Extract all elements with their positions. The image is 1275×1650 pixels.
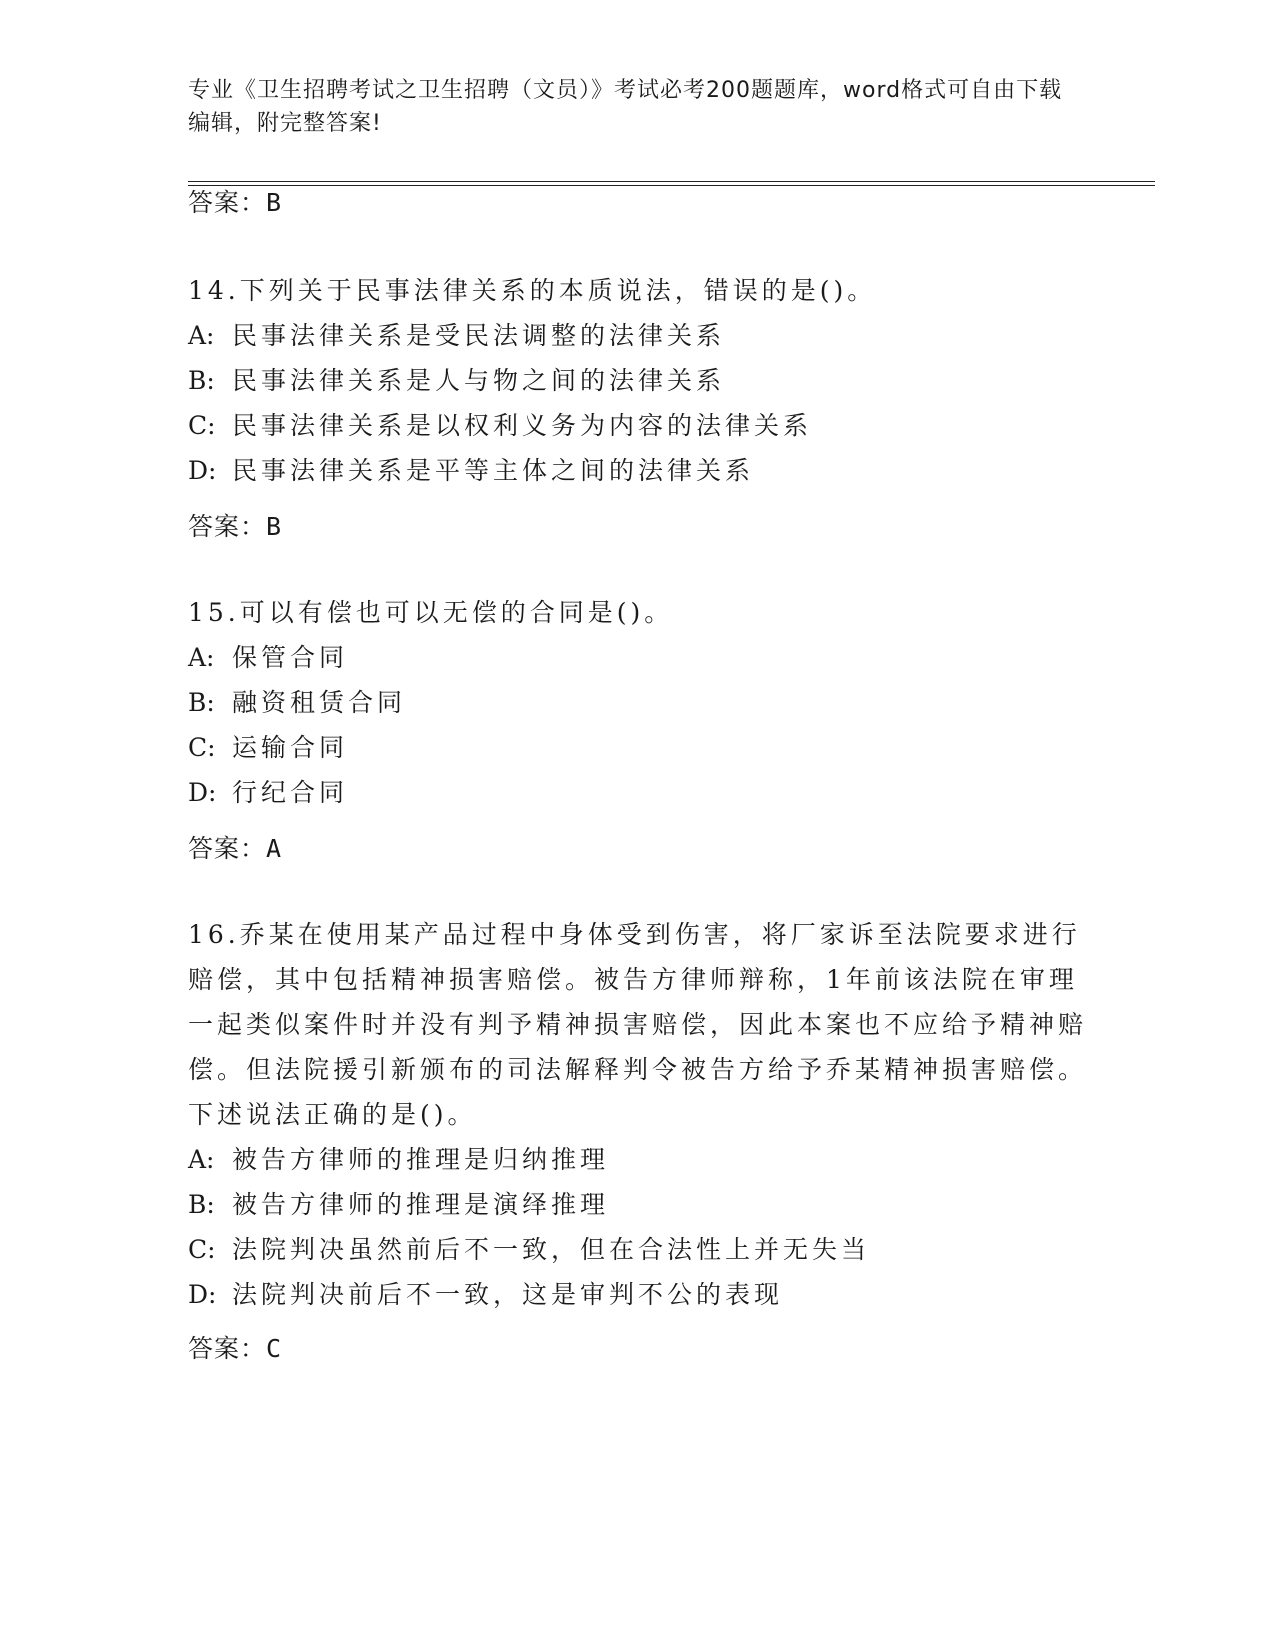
answer-label: 答案： — [188, 188, 267, 217]
answer-value: A — [266, 834, 283, 863]
answer-label: 答案： — [188, 834, 267, 863]
answer-label: 答案： — [188, 512, 267, 541]
option-key: B: — [188, 1190, 215, 1219]
option-c — [188, 403, 1088, 448]
option-key: B: — [188, 366, 215, 395]
question-16 — [188, 912, 1088, 1317]
option-text: 行纪合同 — [232, 778, 349, 807]
option-key: A: — [188, 1145, 215, 1174]
header-divider-bottom — [188, 185, 1155, 186]
option-b — [188, 680, 1088, 725]
option-key: A: — [188, 643, 215, 672]
answer-line-15 — [188, 832, 282, 866]
option-d — [188, 448, 1088, 493]
option-key: A: — [188, 321, 215, 350]
question-15 — [188, 590, 1088, 815]
option-text: 民事法律关系是以权利义务为内容的法律关系 — [232, 411, 813, 440]
header-divider-top — [188, 181, 1155, 182]
option-a — [188, 1137, 1088, 1182]
option-key: C: — [188, 733, 216, 762]
option-key: B: — [188, 688, 215, 717]
answer-line-14 — [188, 510, 282, 544]
option-text: 被告方律师的推理是归纳推理 — [232, 1145, 610, 1174]
option-c — [188, 1227, 1088, 1272]
option-text: 民事法律关系是平等主体之间的法律关系 — [232, 456, 755, 485]
option-key: D: — [188, 1280, 217, 1309]
option-a — [188, 635, 1088, 680]
document-header: 专业《卫生招聘考试之卫生招聘（文员）》考试必考200题题库，word格式可自由下载编辑，附完整答案! — [188, 78, 1063, 136]
option-text: 民事法律关系是受民法调整的法律关系 — [232, 321, 726, 350]
option-text: 保管合同 — [232, 643, 349, 672]
option-text: 法院判决虽然前后不一致，但在合法性上并无失当 — [232, 1235, 871, 1264]
answer-label: 答案： — [188, 1334, 267, 1363]
option-a — [188, 313, 1088, 358]
option-text: 民事法律关系是人与物之间的法律关系 — [232, 366, 726, 395]
option-key: D: — [188, 778, 217, 807]
answer-value: C — [266, 1334, 283, 1363]
option-c — [188, 725, 1088, 770]
answer-line-previous — [188, 186, 282, 220]
question-stem: 14.下列关于民事法律关系的本质说法，错误的是()。 — [188, 276, 877, 305]
option-key: C: — [188, 1235, 216, 1264]
question-14 — [188, 268, 1088, 493]
option-d — [188, 770, 1088, 815]
option-text: 运输合同 — [232, 733, 349, 762]
option-text: 融资租赁合同 — [232, 688, 407, 717]
option-b — [188, 1182, 1088, 1227]
option-key: D: — [188, 456, 217, 485]
option-b — [188, 358, 1088, 403]
option-d — [188, 1272, 1088, 1317]
option-text: 被告方律师的推理是演绎推理 — [232, 1190, 610, 1219]
question-stem: 15.可以有偿也可以无偿的合同是()。 — [188, 598, 674, 627]
answer-line-16 — [188, 1332, 282, 1366]
option-key: C: — [188, 411, 216, 440]
option-text: 法院判决前后不一致，这是审判不公的表现 — [232, 1280, 784, 1309]
question-stem: 16.乔某在使用某产品过程中身体受到伤害，将厂家诉至法院要求进行赔偿，其中包括精神损害赔偿。被告方律师辩称，1年前该法院在审理一起类似案件时并没有判予精神损害赔偿，因此本案也不应给予精神赔偿。但法院援引新颁布的司法解释判令被告方给予乔某精神损害赔偿。下述说法正确的是()。 — [188, 920, 1088, 1129]
answer-value: B — [266, 188, 283, 217]
answer-value: B — [266, 512, 283, 541]
